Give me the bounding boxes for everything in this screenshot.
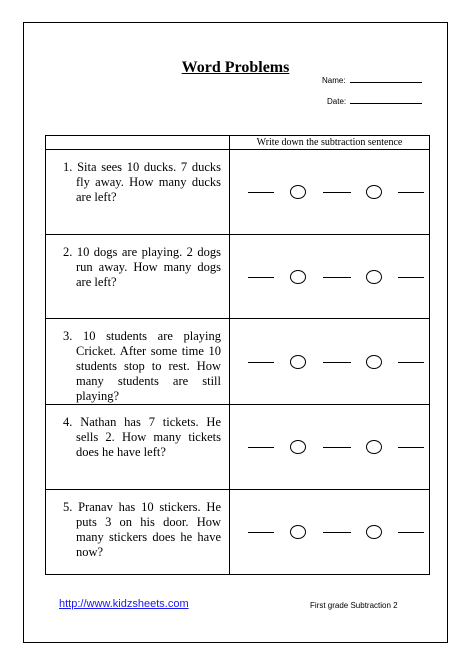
blank-line[interactable] xyxy=(323,362,351,363)
problem-text: 1. Sita sees 10 ducks. 7 ducks fly away. How many ducks are left? xyxy=(63,160,221,204)
blank-line[interactable] xyxy=(398,277,424,278)
operator-circle[interactable] xyxy=(366,270,382,284)
operator-circle[interactable] xyxy=(290,355,306,369)
blank-line[interactable] xyxy=(248,192,274,193)
blank-line[interactable] xyxy=(248,362,274,363)
problem-row xyxy=(46,405,430,490)
operator-circle[interactable] xyxy=(366,185,382,199)
blank-line[interactable] xyxy=(323,447,351,448)
worksheet-title: Word Problems xyxy=(181,59,290,76)
problem-row xyxy=(46,490,430,575)
operator-circle[interactable] xyxy=(366,355,382,369)
blank-line[interactable] xyxy=(248,447,274,448)
website-link[interactable]: http://www.kidzsheets.com xyxy=(59,598,189,610)
problems-table xyxy=(45,135,430,575)
operator-circle[interactable] xyxy=(290,270,306,284)
blank-line[interactable] xyxy=(398,362,424,363)
answer-sentence[interactable] xyxy=(230,352,429,372)
blank-line[interactable] xyxy=(323,277,351,278)
problem-row xyxy=(46,150,430,235)
operator-circle[interactable] xyxy=(290,440,306,454)
problem-text: 2. 10 dogs are playing. 2 dogs run away. How many dogs are left? xyxy=(63,245,221,289)
blank-line[interactable] xyxy=(398,532,424,533)
name-field xyxy=(322,76,422,85)
operator-circle[interactable] xyxy=(290,185,306,199)
blank-line[interactable] xyxy=(323,532,351,533)
answer-sentence[interactable] xyxy=(230,437,429,457)
blank-line[interactable] xyxy=(248,532,274,533)
date-field xyxy=(327,97,422,106)
date-label: Date: xyxy=(327,97,347,106)
blank-line[interactable] xyxy=(323,192,351,193)
answer-sentence[interactable] xyxy=(230,182,429,202)
answer-sentence[interactable] xyxy=(230,267,429,287)
problem-text: 4. Nathan has 7 tickets. He sells 2. How many tickets does he have left? xyxy=(63,415,221,459)
problem-text: 5. Pranav has 10 stickers. He puts 3 on his door. How many stickers does he have now? xyxy=(63,500,221,559)
table-header: Write down the subtraction sentence xyxy=(230,136,430,150)
worksheet-subtitle: First grade Subtraction 2 xyxy=(310,601,398,610)
worksheet-page xyxy=(23,22,448,643)
header-empty-cell xyxy=(46,136,230,150)
operator-circle[interactable] xyxy=(366,440,382,454)
operator-circle[interactable] xyxy=(290,525,306,539)
blank-line[interactable] xyxy=(398,447,424,448)
date-blank[interactable] xyxy=(350,103,422,104)
problem-row xyxy=(46,235,430,319)
answer-sentence[interactable] xyxy=(230,522,429,542)
blank-line[interactable] xyxy=(398,192,424,193)
operator-circle[interactable] xyxy=(366,525,382,539)
problem-text: 3. 10 students are playing Cricket. After some time 10 students stop to rest. How many students are still playing? xyxy=(63,329,221,403)
name-label: Name: xyxy=(322,76,346,85)
name-blank[interactable] xyxy=(350,82,422,83)
problem-row xyxy=(46,319,430,405)
blank-line[interactable] xyxy=(248,277,274,278)
